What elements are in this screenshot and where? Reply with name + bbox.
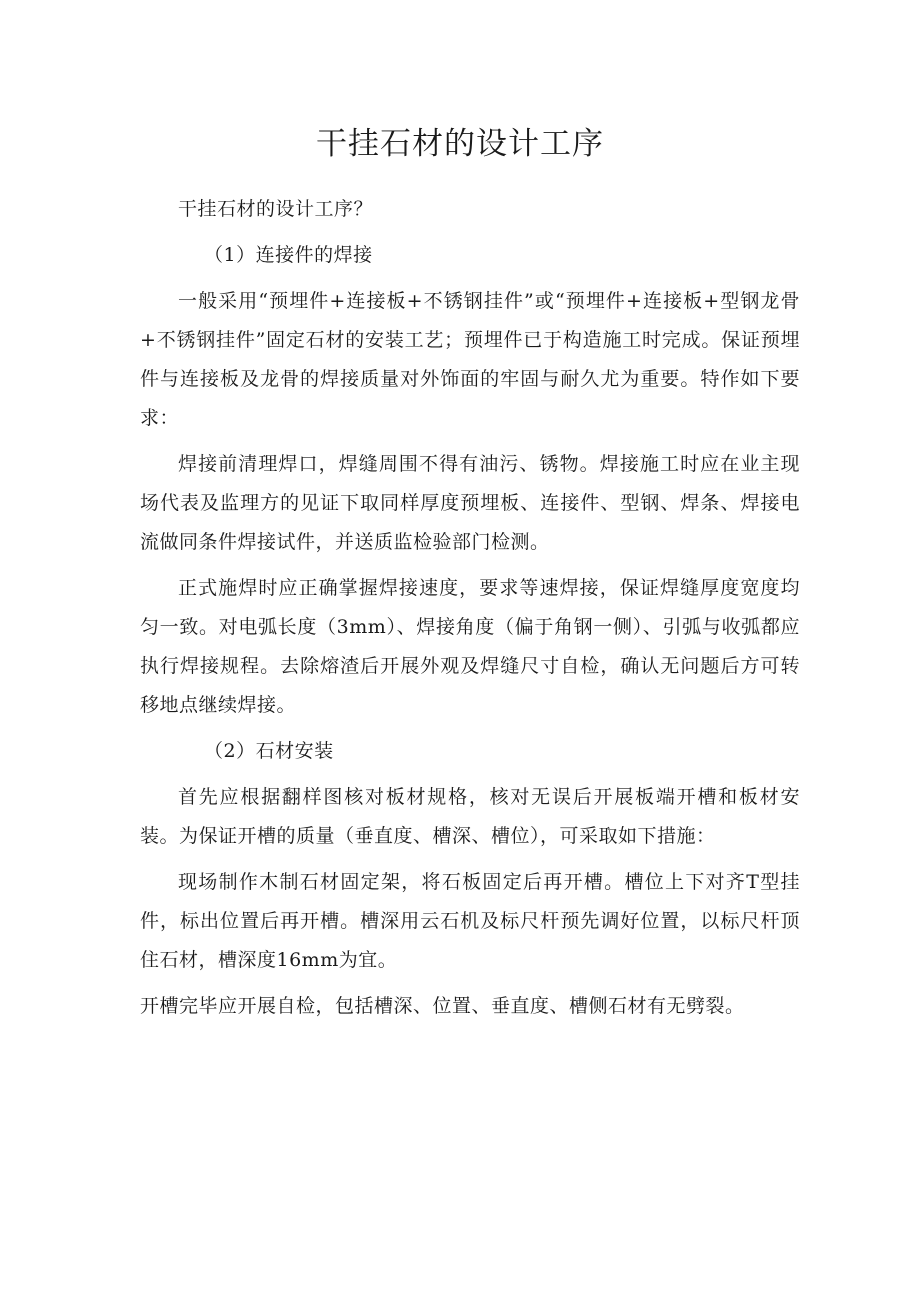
document-title: 干挂石材的设计工序 bbox=[316, 126, 604, 162]
paragraph-4: 首先应根据翻样图核对板材规格，核对无误后开展板端开槽和板材安装。为保证开槽的质量（垂直度、槽深、槽位），可采取如下措施： bbox=[140, 786, 800, 847]
section-heading-welding: （1）连接件的焊接 bbox=[204, 244, 373, 266]
paragraph-5: 现场制作木制石材固定架，将石板固定后再开槽。槽位上下对齐T型挂件，标出位置后再开槽。槽深用云石机及标尺杆预先调好位置，以标尺杆顶住石材，槽深度16mm为宜。 bbox=[140, 871, 800, 971]
paragraph-1: 一般采用“预埋件+连接板+不锈钢挂件”或“预埋件+连接板+型钢龙骨+不锈钢挂件”固定石材的安装工艺；预埋件已于构造施工时完成。保证预埋件与连接板及龙骨的焊接质量对外饰面的牢固与耐久尤为重要。特作如下要求： bbox=[140, 290, 800, 429]
section-heading-stone-install: （2）石材安装 bbox=[204, 740, 334, 762]
paragraph-3: 正式施焊时应正确掌握焊接速度，要求等速焊接，保证焊缝厚度宽度均匀一致。对电弧长度（3mm）、焊接角度（偏于角钢一侧）、引弧与收弧都应执行焊接规程。去除熔渣后开展外观及焊缝尺寸自检，确认无问题后方可转移地点继续焊接。 bbox=[140, 577, 800, 716]
paragraph-6: 开槽完毕应开展自检，包括槽深、位置、垂直度、槽侧石材有无劈裂。 bbox=[140, 995, 745, 1017]
paragraph-2: 焊接前清理焊口，焊缝周围不得有油污、锈物。焊接施工时应在业主现场代表及监理方的见证下取同样厚度预埋板、连接件、型钢、焊条、焊接电流做同条件焊接试件，并送质监检验部门检测。 bbox=[140, 453, 800, 553]
intro-paragraph: 干挂石材的设计工序？ bbox=[178, 198, 374, 220]
document-body bbox=[140, 190, 800, 1033]
